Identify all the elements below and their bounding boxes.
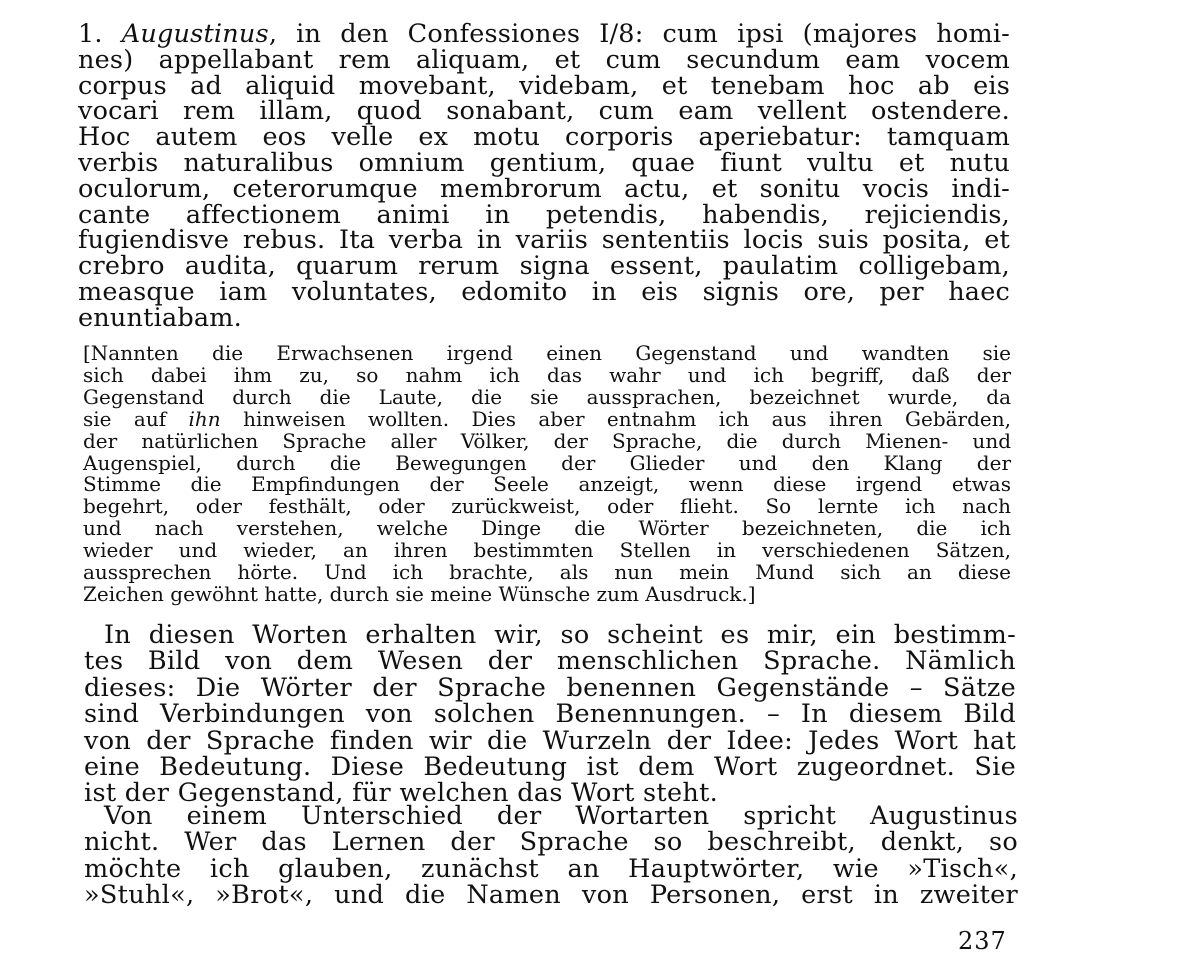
latin-line: cante affectionem animi in petendis, habendis, rejiciendis, [78,199,1010,230]
latin-line: verbis naturalibus omnium gentium, quae fiunt vultu et nutu [78,147,1010,178]
german-line: [Nannten die Erwachsenen irgend einen Gegenstand und wandten sie [83,341,1011,365]
body-paragraph-1 [84,622,1016,807]
paragraph-line: dieses: Die Wörter der Sprache benennen Gegenstände – Sätze [84,672,1016,703]
paragraph-line: tes Bild von dem Wesen der menschlichen Sprache. Nämlich [84,646,1016,677]
german-line: sich dabei ihm zu, so nahm ich das wahr und ich begriff, daß der [83,362,1011,387]
german-line: und nach verstehen, welche Dinge die Wörter bezeichneten, die ich [83,516,1011,541]
latin-line: enuntiabam. [78,302,242,333]
paragraph-line: Von einem Unterschied der Wortarten spricht Augustinus [104,801,1018,831]
german-line: Stimme die Empfindungen der Seele anzeigt, wenn diese irgend etwas [83,472,1011,497]
latin-line: oculorum, ceterorumque membrorum actu, et sonitu vocis indi- [78,173,1010,204]
paragraph-line: nicht. Wer das Lernen der Sprache so beschreibt, denkt, so [84,827,1018,858]
author-name: Augustinus [121,19,269,49]
body-paragraph-2 [84,803,1018,909]
latin-line: Hoc autem eos velle ex motu corporis aperiebatur: tamquam [78,122,1010,153]
latin-line: nes) appellabant rem aliquam, et cum secundum eam vocem [78,44,1010,75]
german-line: Zeichen gewöhnt hatte, durch sie meine Wünsche zum Ausdruck.] [83,581,756,606]
latin-line-1 [78,19,1011,49]
paragraph-line: In diesen Worten erhalten wir, so scheint es mir, ein bestimm- [104,620,1016,650]
paragraph-line: eine Bedeutung. Diese Bedeutung ist dem Wort zugeordnet. Sie [84,752,1016,783]
german-translation [83,343,1011,606]
italic-line-prefix: sie auf [83,406,189,431]
german-line: der natürlichen Sprache aller Völker, der Sprache, die durch Mienen- und [83,428,1011,453]
latin-line: crebro audita, quarum rerum signa essent, paulatim colligebam, [78,251,1010,282]
latin-line: fugiendisve rebus. Ita verba in variis sententiis locis suis posita, et [78,225,1010,256]
german-line: begehrt, oder festhält, oder zurückweist, oder flieht. So lernte ich nach [83,494,1011,519]
latin-line: measque iam voluntates, edomito in eis signis ore, per haec [78,276,1010,307]
italic-word: ihn [188,406,221,431]
latin-quotation [78,19,1011,333]
latin-line: vocari rem illam, quod sonabant, cum eam vellent ostendere. [78,96,1010,127]
paragraph-line: »Stuhl«, »Brot«, und die Namen von Personen, erst in zweiter [84,880,1018,911]
german-line: Augenspiel, durch die Bewegungen der Glieder und den Klang der [83,450,1011,475]
german-line: aussprechen hörte. Und ich brachte, als nun mein Mund sich an diese [83,560,1011,585]
paragraph-line: ist der Gegenstand, für welchen das Wort steht. [84,778,719,809]
paragraph-line: von der Sprache finden wir die Wurzeln der Idee: Jedes Wort hat [84,725,1016,756]
german-line: Gegenstand durch die Laute, die sie aussprachen, bezeichnet wurde, da [83,384,1011,409]
paragraph-line: sind Verbindungen von solchen Benennungen. – In diesem Bild [84,699,1016,730]
german-line-with-italic [83,406,1011,431]
page-number: 237 [958,927,1007,955]
italic-line-suffix: hinweisen wollten. Dies aber entnahm ich aus ihren Gebärden, [220,406,1011,431]
paragraph-line: möchte ich glauben, zunächst an Hauptwörter, wie »Tisch«, [84,853,1018,884]
latin-line-text: , in den Confessiones I/8: cum ipsi (majores homi- [268,19,1011,49]
latin-line: corpus ad aliquid movebant, videbam, et tenebam hoc ab eis [78,70,1010,101]
footnote-number: 1. [78,19,103,49]
german-line: wieder und wieder, an ihren bestimmten Stellen in verschiedenen Sätzen, [83,538,1011,563]
